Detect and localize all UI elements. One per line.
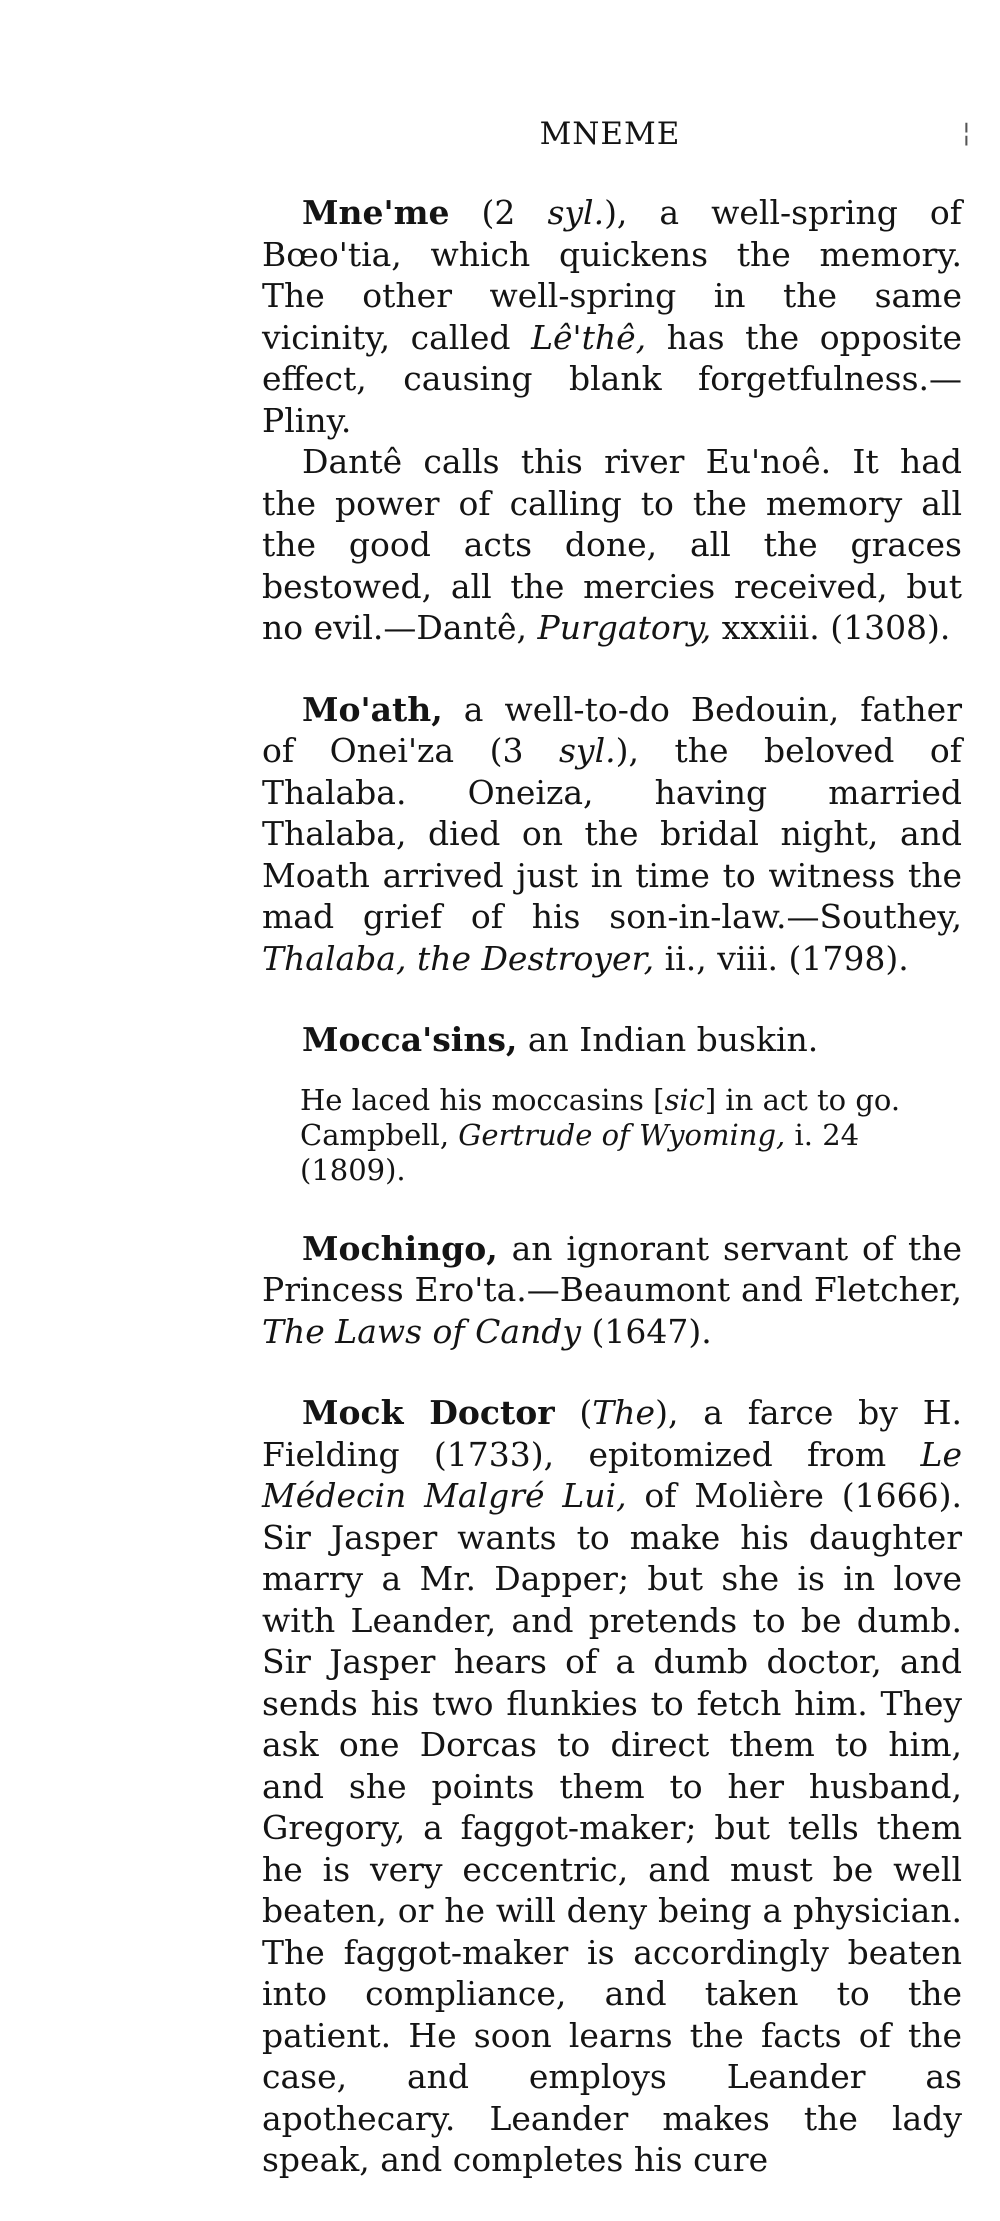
text-run: Dantê calls this river Eu'noê. It had the power of calling to the memory all the good acts done, all the graces bestowed, all the mercies received, but no evil.—Dantê,: [262, 442, 962, 647]
entry-paragraph: [262, 689, 962, 980]
dictionary-entry: [262, 1392, 962, 2181]
text-run: xxxiii. (1308).: [711, 608, 951, 647]
text-run: a well-to-do Bedouin, father of Onei'za (3: [262, 689, 962, 770]
text-run: ), the beloved of Thalaba. Oneiza, having married Thalaba, died on the bridal night, and Moath arrived just in time to witness the mad grief of his son-in-law.—Southey,: [262, 731, 962, 936]
quotation-line: [300, 1118, 962, 1188]
dictionary-entry: [262, 689, 962, 980]
entry-paragraph: [262, 1228, 962, 1353]
italic-text: Lê'thê,: [531, 317, 647, 357]
headword: Mne'me: [302, 193, 450, 232]
dictionary-entry: [262, 1228, 962, 1353]
headword: Mochingo,: [302, 1228, 498, 1268]
dictionary-entry: [262, 1019, 962, 1061]
quotation-line: [300, 1083, 962, 1118]
headword: Mock Doctor: [302, 1393, 555, 1432]
text-run: ), a well-spring of Bœo'tia, which quickens the memory. The other well-spring in the same vicinity, called: [262, 193, 962, 357]
text-run: an ignorant servant of the Princess Ero'ta.—Beaumont and Fletcher,: [262, 1228, 962, 1309]
italic-text: The: [592, 1393, 656, 1432]
text-run: Campbell,: [300, 1117, 459, 1152]
italic-text: Le Médecin Malgré Lui,: [262, 1434, 962, 1515]
italic-text: The Laws of Candy: [262, 1311, 582, 1351]
page-marker: ¦: [962, 118, 971, 148]
text-run: (2: [449, 193, 548, 232]
italic-text: Thalaba, the Destroyer,: [262, 938, 655, 978]
text-run: of Molière (1666). Sir Jasper wants to make his daughter marry a Mr. Dapper; but she is in love with Leander, and pretends to be dumb. Sir Jasper hears of a dumb doctor, and sends his two flunkies to fetch him. They ask one Dorcas to direct them to him, and she points them to her husband, Gregory, a faggot-maker; but tells them he is very eccentric, and must be well beaten, or he will deny being a physician. The faggot-maker is accordingly beaten into compliance, and taken to the patient. He soon learns the facts of the case, and employs Leander as apothecary. Leander makes the lady speak, and completes his cure: [262, 1476, 962, 2179]
headword: Mo'ath,: [302, 689, 443, 729]
verse-quotation: [262, 1083, 962, 1188]
italic-text: Gertrude of Wyoming,: [458, 1117, 786, 1152]
entry-paragraph: [262, 1392, 962, 2181]
text-column: [262, 192, 962, 2221]
italic-text: syl.: [547, 193, 605, 232]
text-run: ] in act to go.: [704, 1082, 901, 1117]
text-run: ii., viii. (1798).: [654, 938, 909, 978]
text-run: ), a farce by H. Fielding (1733), epitomized from: [262, 1393, 962, 1474]
text-run: (1647).: [581, 1311, 712, 1351]
entry-paragraph: [262, 192, 962, 441]
running-head: MNEME: [539, 116, 681, 152]
entry-paragraph: [262, 1019, 962, 1061]
italic-text: Purgatory,: [537, 608, 712, 647]
headword: Mocca'sins,: [302, 1020, 518, 1059]
text-run: i. 24 (1809).: [300, 1117, 860, 1187]
text-run: an Indian buskin.: [517, 1020, 819, 1059]
text-run: He laced his moccasins [: [300, 1082, 665, 1117]
italic-text: syl.: [558, 731, 616, 770]
italic-text: sic: [664, 1082, 705, 1117]
dictionary-entry: [262, 192, 962, 649]
entry-paragraph: [262, 441, 962, 649]
text-run: has the opposite effect, causing blank forgetfulness.—Pliny.: [262, 317, 963, 440]
text-run: (: [554, 1393, 593, 1432]
